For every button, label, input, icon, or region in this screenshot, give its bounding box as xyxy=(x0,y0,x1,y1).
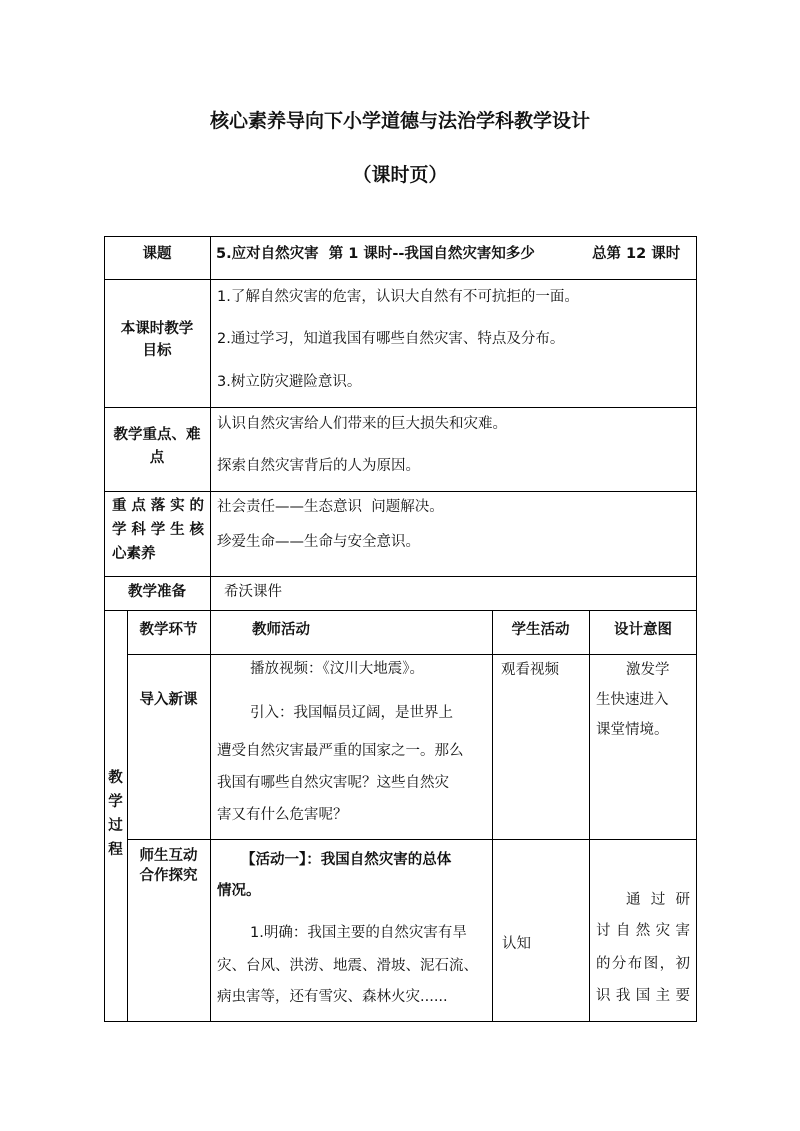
literacy-label-2: 学科学生核 xyxy=(112,522,204,538)
design-intent-line: 生快速进入 xyxy=(596,692,669,708)
design-intent-line: 的分布图，初 xyxy=(596,956,690,972)
topic-label: 课题 xyxy=(142,246,172,262)
objective-item: 2.通过学习，知道我国有哪些自然灾害、特点及分布。 xyxy=(217,331,565,347)
prep-value: 希沃课件 xyxy=(224,584,282,600)
objectives-label-2: 目标 xyxy=(142,343,172,359)
teacher-activity-line: 我国有哪些自然灾害呢？这些自然灾 xyxy=(217,775,449,791)
teacher-activity-line: 引入：我国幅员辽阔，是世界上 xyxy=(250,705,453,721)
keypoint-item: 探索自然灾害背后的人为原因。 xyxy=(217,458,420,474)
topic-value: 5.应对自然灾害 第 1 课时--我国自然灾害知多少 xyxy=(216,246,535,262)
teacher-activity-line: 病虫害等，还有雪灾、森林火灾...... xyxy=(217,989,448,1005)
teacher-activity-line: 灾、台风、洪涝、地震、滑坡、泥石流、 xyxy=(217,958,478,974)
rule xyxy=(104,576,697,577)
keypoints-label-2: 点 xyxy=(149,450,165,466)
rule xyxy=(589,610,590,1022)
keypoint-item: 认识自然灾害给人们带来的巨大损失和灾难。 xyxy=(217,416,507,432)
keypoints-label-1: 教学重点、难 xyxy=(113,427,201,443)
rule xyxy=(492,610,493,1022)
rule xyxy=(104,279,697,280)
literacy-item: 珍爱生命——生命与安全意识。 xyxy=(217,534,420,550)
student-activity: 观看视频 xyxy=(501,662,559,678)
activity-heading: 情况。 xyxy=(217,883,261,899)
teacher-activity-line: 害又有什么危害呢？ xyxy=(217,807,348,823)
stage-label: 导入新课 xyxy=(139,692,198,708)
page-subtitle: （课时页） xyxy=(352,164,448,186)
objective-item: 3.树立防灾避险意识。 xyxy=(217,374,362,390)
teacher-activity-line: 1.明确：我国主要的自然灾害有旱 xyxy=(250,925,467,941)
topic-total: 总第 12 课时 xyxy=(592,246,681,262)
objectives-label-1: 本课时教学 xyxy=(120,321,194,337)
design-intent-line: 激发学 xyxy=(626,662,670,678)
activity-heading: 【活动一】：我国自然灾害的总体 xyxy=(241,852,452,868)
process-header-student: 学生活动 xyxy=(511,622,570,638)
prep-label: 教学准备 xyxy=(128,584,186,600)
design-intent-line: 通 过 研 xyxy=(626,892,690,908)
stage-label-2: 合作探究 xyxy=(139,868,198,884)
teacher-activity-line: 遭受自然灾害最严重的国家之一。那么 xyxy=(217,743,464,759)
objective-item: 1.了解自然灾害的危害，认识大自然有不可抗拒的一面。 xyxy=(217,289,579,305)
rule xyxy=(127,610,128,1022)
process-header-teacher: 教师活动 xyxy=(252,622,310,638)
stage-label-1: 师生互动 xyxy=(139,848,198,864)
rule xyxy=(104,407,697,408)
rule xyxy=(210,610,211,1022)
rule xyxy=(104,610,697,611)
process-header-intent: 设计意图 xyxy=(614,622,672,638)
process-side-label: 教 学 过 程 xyxy=(108,770,123,858)
design-intent-line: 识 我 国 主 要 xyxy=(596,988,690,1004)
literacy-label-3: 心素养 xyxy=(112,546,156,562)
design-intent-line: 课堂情境。 xyxy=(596,722,669,738)
rule xyxy=(127,654,697,655)
rule xyxy=(210,236,211,610)
rule xyxy=(104,491,697,492)
literacy-item: 社会责任——生态意识 问题解决。 xyxy=(217,499,444,515)
process-header-stage: 教学环节 xyxy=(139,622,198,638)
rule xyxy=(127,839,697,840)
literacy-label-1: 重点落实的 xyxy=(112,498,204,514)
design-intent-line: 讨 自 然 灾 害 xyxy=(596,923,690,939)
student-activity: 认知 xyxy=(502,936,531,952)
page-title: 核心素养导向下小学道德与法治学科教学设计 xyxy=(209,110,590,132)
teacher-activity-line: 播放视频：《汶川大地震》。 xyxy=(250,661,424,677)
